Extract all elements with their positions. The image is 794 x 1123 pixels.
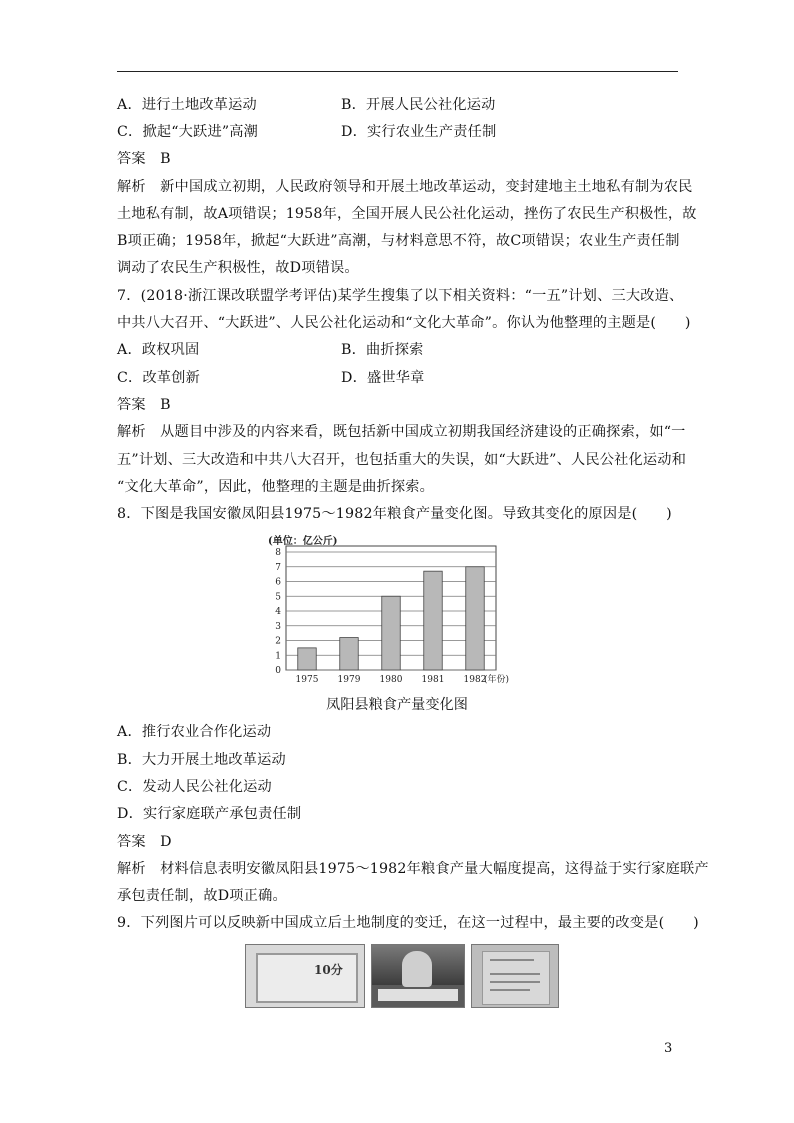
chart-x-tick-label: 1982 xyxy=(463,675,487,685)
q8-option-a: A．推行农业合作化运动 xyxy=(117,724,272,740)
chart-x-tick-label: 1979 xyxy=(337,675,361,685)
q7-option-c: C．改革创新 xyxy=(117,370,200,386)
chart-bar xyxy=(340,638,358,670)
q9-image-poster xyxy=(371,944,465,1008)
ticket-stamp: 10分 xyxy=(314,963,343,977)
chart-y-tick-label: 3 xyxy=(275,621,281,632)
q7-explanation-line: 五”计划、三大改造和中共八大召开，也包括重大的失误，如“大跃进”、人民公社化运动和 xyxy=(117,452,687,468)
grain-output-bar-chart xyxy=(266,532,516,688)
chart-x-tick-label: 1980 xyxy=(379,675,403,685)
chart-y-tick-label: 1 xyxy=(275,651,281,662)
q7-answer: 答案 B xyxy=(117,397,171,413)
q8-option-d: D．实行家庭联产承包责任制 xyxy=(117,806,302,822)
q6-option-a: A．进行土地改革运动 xyxy=(117,97,257,113)
chart-x-unit-label: (年份) xyxy=(484,675,510,685)
chart-caption: 凤阳县粮食产量变化图 xyxy=(326,697,468,713)
q7-option-d: D．盛世华章 xyxy=(341,370,425,386)
q9-image-contract xyxy=(471,944,559,1008)
chart-bar xyxy=(424,571,442,670)
chart-bars xyxy=(298,567,484,670)
q6-option-c: C．掀起“大跃进”高潮 xyxy=(117,124,259,140)
chart-x-tick-label: 1975 xyxy=(295,675,319,685)
chart-y-tick-label: 8 xyxy=(275,548,281,558)
q7-option-a: A．政权巩固 xyxy=(117,342,200,358)
chart-x-tick-label: 1981 xyxy=(421,675,445,685)
header-rule xyxy=(117,71,678,72)
q6-explanation-line: 土地私有制，故A项错误；1958年，全国开展人民公社化运动，挫伤了农民生产积极性，故 xyxy=(117,206,697,222)
q8-explanation-line: 承包责任制，故D项正确。 xyxy=(117,888,287,904)
q8-option-b: B．大力开展土地改革运动 xyxy=(117,752,286,768)
chart-y-tick-label: 0 xyxy=(275,666,281,676)
q7-stem-line: 7．(2018·浙江课改联盟学考评估)某学生搜集了以下相关资料：“一五”计划、三大改造、 xyxy=(117,288,684,304)
chart-bar xyxy=(298,648,316,670)
chart-unit-label: (单位：亿公斤) xyxy=(268,536,338,547)
chart-x-ticks xyxy=(296,675,487,685)
q6-explanation-line: 调动了农民生产积极性，故D项错误。 xyxy=(117,260,359,276)
chart-y-tick-label: 4 xyxy=(275,607,281,617)
page-number: 3 xyxy=(664,1041,673,1056)
chart-y-ticks xyxy=(275,548,281,676)
chart-y-tick-label: 7 xyxy=(275,562,281,573)
q6-option-b: B．开展人民公社化运动 xyxy=(341,97,496,113)
chart-bar xyxy=(466,567,484,670)
q6-explanation-line: 解析 新中国成立初期，人民政府领导和开展土地改革运动，变封建地主土地私有制为农民 xyxy=(117,179,693,195)
chart-y-tick-label: 2 xyxy=(275,636,281,647)
q6-option-d: D．实行农业生产责任制 xyxy=(341,124,497,140)
q8-explanation-line: 解析 材料信息表明安徽凤阳县1975～1982年粮食产量大幅度提高，这得益于实行家庭联产 xyxy=(117,861,709,877)
q7-explanation-line: 解析 从题目中涉及的内容来看，既包括新中国成立初期我国经济建设的正确探索，如“一 xyxy=(117,424,686,440)
chart-y-tick-label: 5 xyxy=(275,592,281,603)
q8-stem: 8．下图是我国安徽凤阳县1975～1982年粮食产量变化图。导致其变化的原因是( ) xyxy=(117,506,672,522)
chart-bar xyxy=(382,596,400,670)
q6-answer: 答案 B xyxy=(117,151,171,167)
q7-stem-line: 中共八大召开、“大跃进”、人民公社化运动和“文化大革命”。你认为他整理的主题是( ) xyxy=(117,315,691,331)
q9-stem: 9．下列图片可以反映新中国成立后土地制度的变迁，在这一过程中，最主要的改变是( ) xyxy=(117,915,699,931)
q8-option-c: C．发动人民公社化运动 xyxy=(117,779,272,795)
q7-option-b: B．曲折探索 xyxy=(341,342,424,358)
q7-explanation-line: “文化大革命”，因此，他整理的主题是曲折探索。 xyxy=(117,479,435,495)
chart-y-tick-label: 6 xyxy=(275,577,281,588)
q8-answer: 答案 D xyxy=(117,834,172,850)
q9-image-ticket xyxy=(245,944,365,1008)
q6-explanation-line: B项正确；1958年，掀起“大跃进”高潮，与材料意思不符，故C项错误；农业生产责任制 xyxy=(117,233,680,249)
